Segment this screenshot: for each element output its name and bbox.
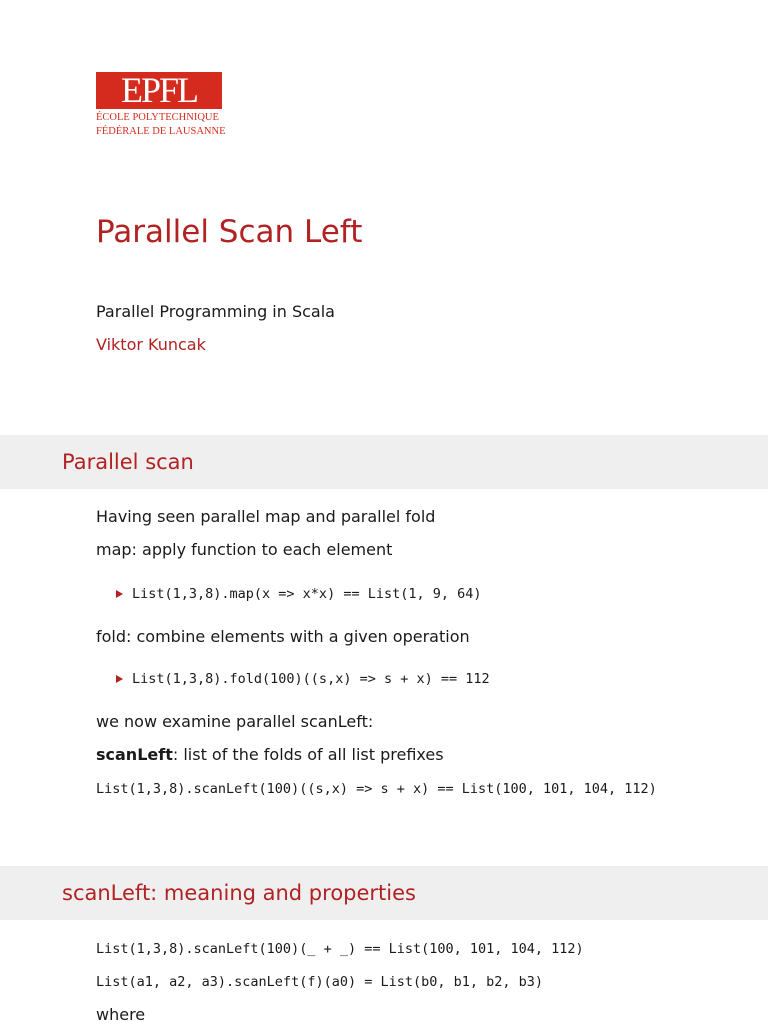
scanleft-example-code: List(1,3,8).scanLeft(100)((s,x) => s + x) == List(100, 101, 104, 112): [96, 781, 657, 797]
map-example-code: List(1,3,8).map(x => x*x) == List(1, 9, 64): [132, 586, 482, 602]
slide-heading: Parallel scan: [62, 450, 194, 474]
scanleft-example2-code: List(a1, a2, a3).scanLeft(f)(a0) = List(b0, b1, b2, b3): [96, 974, 544, 990]
presentation-author: Viktor Kuncak: [96, 335, 206, 354]
scanleft-definition: [96, 745, 444, 764]
epfl-logo-text: EPFL: [120, 70, 198, 110]
epfl-logo: [96, 72, 224, 137]
epfl-logo-line2: FÉDÉRALE DE LAUSANNE: [96, 126, 226, 137]
where-text: where: [96, 1005, 146, 1024]
slide-header-scanleft-meaning: [0, 866, 768, 920]
epfl-logo-mark: [96, 72, 222, 109]
fold-example-item: [116, 671, 490, 687]
fold-description: fold: combine elements with a given operation: [96, 627, 470, 646]
epfl-logo-line1: ÉCOLE POLYTECHNIQUE: [96, 112, 219, 123]
bullet-icon: [116, 675, 123, 683]
intro-text: Having seen parallel map and parallel fold: [96, 507, 436, 526]
slide-heading: scanLeft: meaning and properties: [62, 881, 416, 905]
presentation-title: Parallel Scan Left: [96, 214, 363, 250]
examine-text: we now examine parallel scanLeft:: [96, 712, 374, 731]
map-example-item: [116, 586, 482, 602]
map-description: map: apply function to each element: [96, 540, 393, 559]
presentation-subtitle: Parallel Programming in Scala: [96, 302, 335, 321]
scanleft-description: : list of the folds of all list prefixes: [172, 745, 444, 764]
fold-example-code: List(1,3,8).fold(100)((s,x) => s + x) == 112: [132, 671, 490, 687]
scanleft-term: scanLeft: [96, 745, 173, 764]
bullet-icon: [116, 590, 123, 598]
scanleft-example1-code: List(1,3,8).scanLeft(100)(_ + _) == List(100, 101, 104, 112): [96, 941, 584, 957]
slide-header-parallel-scan: [0, 435, 768, 489]
